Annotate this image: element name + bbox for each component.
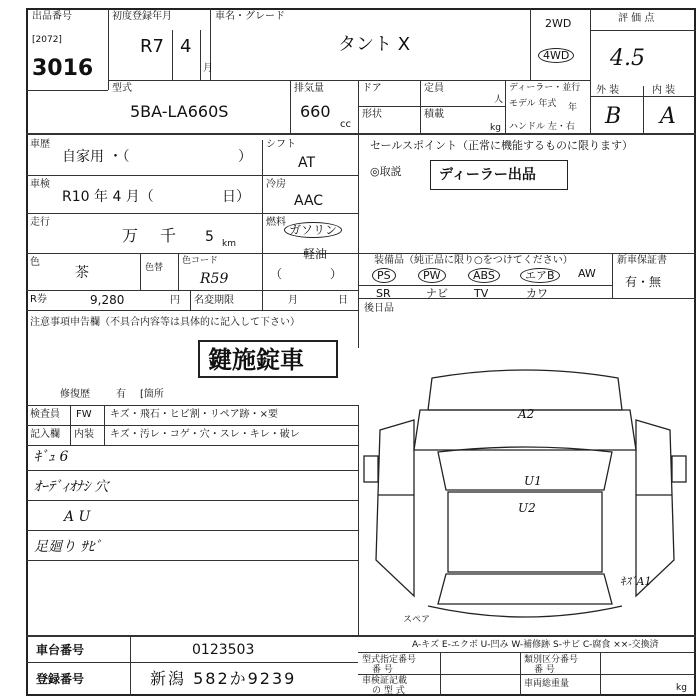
rear-bumper [428,606,622,617]
repair-label: 修復歴 [60,389,90,400]
mileage-value: 5 [205,229,214,245]
fuel-value-circled: ガソリン [284,222,342,238]
weight-label: 車両総重量 [524,679,570,689]
plate-number: 新潟 582か9239 [150,669,297,688]
mileage-label: 走行 [30,217,50,228]
warranty-value: 有・無 [625,275,662,289]
equipment-item: PW [418,268,446,283]
capacity-label: 定員 [424,83,444,94]
chassis-number: 0123503 [192,642,255,658]
handle-label: ハンドル 左・右 [509,122,575,132]
lot-number: 3016 [32,56,94,81]
use-label: 車歴 [30,139,50,150]
rear-items-label: 後日品 [364,303,394,314]
dealer-sale-box [430,160,568,190]
color-value: 茶 [75,265,89,281]
fuel-label: 燃料 [266,217,286,228]
dealer-sale: ディーラー出品 [439,167,536,183]
front-bumper [428,370,622,410]
car-damage-diagram [360,360,690,630]
first-registration-era: R7 [140,36,164,57]
chassis-label: 車台番号 [36,643,85,657]
title-change-day: 日 [338,295,348,306]
overall-score: 4.5 [610,46,645,71]
persons-unit: 人 [494,95,504,105]
sales-points-label: セールスポイント（正常に機能するものに限ります） [370,139,634,152]
equipment-item: SR [376,287,391,300]
exterior-grade: B [605,104,622,129]
interior-label: 内 装 [652,85,676,96]
use-value: 自家用 ・（ [62,149,130,165]
fuel-paren-open: （ [270,267,283,281]
equipment-item: カワ [526,287,548,300]
manual-included: ◎取説 [370,165,402,178]
repair-value: 有 [116,389,126,400]
ac-label: 冷房 [266,179,286,190]
interior-note-text: キズ・汚レ・コゲ・穴・スレ・キレ・破レ [110,429,300,440]
model-name-label: 車名・グレード [215,11,285,22]
fuel-paren-close: ） [330,267,343,281]
note-label: 記入欄 [30,429,60,440]
equipment-item: PS [372,268,396,283]
mirror-left [364,456,378,482]
equipment-item: TV [474,287,489,300]
shaken-day: 日） [222,189,250,205]
recycle-value: 9,280 [90,293,125,307]
key-locked-stamp [198,340,338,378]
lot-number-label: 出品番号 [32,11,72,22]
warranty-label: 新車保証書 [617,255,667,266]
handwritten-line-2: ｵｰﾃﾞｨｵﾅｼ 穴 [34,479,109,495]
interior-grade: A [660,104,676,129]
type-label: 型式 [112,83,132,94]
spare-caption: スペア [403,615,431,625]
shift-label: シフト [266,139,296,150]
drive-4wd-circled: 4WD [538,48,574,63]
shaken-label: 車検 [30,179,50,190]
color-change-label: 色替 [145,263,164,273]
mileage-sen: 千 [160,226,177,245]
right-side [636,420,674,596]
equipment-item: AW [578,267,596,280]
door-label: ドア [362,83,382,94]
score-label: 評 価 点 [618,13,655,24]
weight-unit: kg [676,683,687,693]
first-registration-label: 初度登録年月 [112,11,172,22]
shift-value: AT [298,155,316,171]
damage-mark-a1: ｷｽﾞA1 [620,575,652,588]
type-value: 5BA-LA660S [130,102,229,121]
color-label: 色 [30,257,40,268]
equipment-label: 装備品（純正品に限り○をつけてください） [374,255,573,266]
color-code: R59 [200,271,229,287]
model-name: タント X [338,34,411,55]
equipment-item: ABS [468,268,500,283]
model-year-label: モデル 年式 [509,99,557,109]
displacement-value: 660 [300,102,331,121]
dealer-label: ディーラー・並行 [509,83,581,93]
fuel-alt: 軽油 [303,247,328,261]
equipment-item: エアB [520,268,560,283]
load-label: 積載 [424,109,444,120]
inspector-fw: FW [76,409,92,420]
first-registration-month: 4 [180,36,192,57]
month-unit: 月 [203,63,213,74]
repair-place: [箇所 [140,389,164,400]
shape-label: 形状 [362,109,382,120]
title-change-label: 名変期限 [194,295,234,306]
handwritten-line-1: ｷﾞｭ 6 [34,449,69,465]
interior-note: 内装 [74,429,94,440]
exterior-label: 外 装 [596,85,620,96]
color-code-label: 色コード [182,256,219,266]
handwritten-line-4: 足廻り ｻﾋﾞ [34,539,102,555]
damage-mark-u1: U1 [524,474,542,488]
displacement-label: 排気量 [294,83,324,94]
plate-label: 登録番号 [36,672,85,686]
key-locked-text: 鍵施錠車 [208,345,304,374]
kg-unit: kg [490,123,501,133]
left-side [376,420,414,596]
vehicle-type-label: 車検証記載 [362,676,408,686]
shaken-value: R10 年 4 月（ [62,189,154,205]
year-unit: 年 [568,103,578,113]
designation-label: 型式指定番号 [362,655,417,665]
yen-unit: 円 [170,295,180,306]
class-label: 類別区分番号 [524,655,579,665]
km-unit: km [222,239,236,249]
use-close: ） [238,149,252,165]
lot-sub-number: [2072] [32,35,62,45]
designation-sub: 番 号 [372,665,393,675]
class-sub: 番 号 [534,665,555,675]
inspector-fw-text: キズ・飛石・ヒビ割・リペア跡・×要 [110,409,278,420]
damage-mark-a2: A2 [518,407,535,421]
ac-value: AAC [294,193,324,209]
cc-unit: cc [340,119,351,130]
vehicle-type-sub: の 型 式 [372,686,405,696]
inspector-label: 検査員 [30,409,60,420]
rear-glass [438,574,612,604]
damage-legend: A-キズ E-エクボ U-凹み W-補修跡 S-サビ C-腐食 ××-交換済 [412,640,659,650]
title-change-month: 月 [288,295,298,306]
mirror-right [672,456,686,482]
mileage-man: 万 [122,226,139,245]
recycle-label: R券 [30,294,47,305]
equipment-item: ナビ [426,287,448,300]
drive-2wd: 2WD [545,17,572,30]
handwritten-line-3: A U [64,509,91,525]
notes-label: 注意事項申告欄（不具合内容等は具体的に記入して下さい） [30,317,300,328]
damage-mark-u2: U2 [518,501,536,515]
